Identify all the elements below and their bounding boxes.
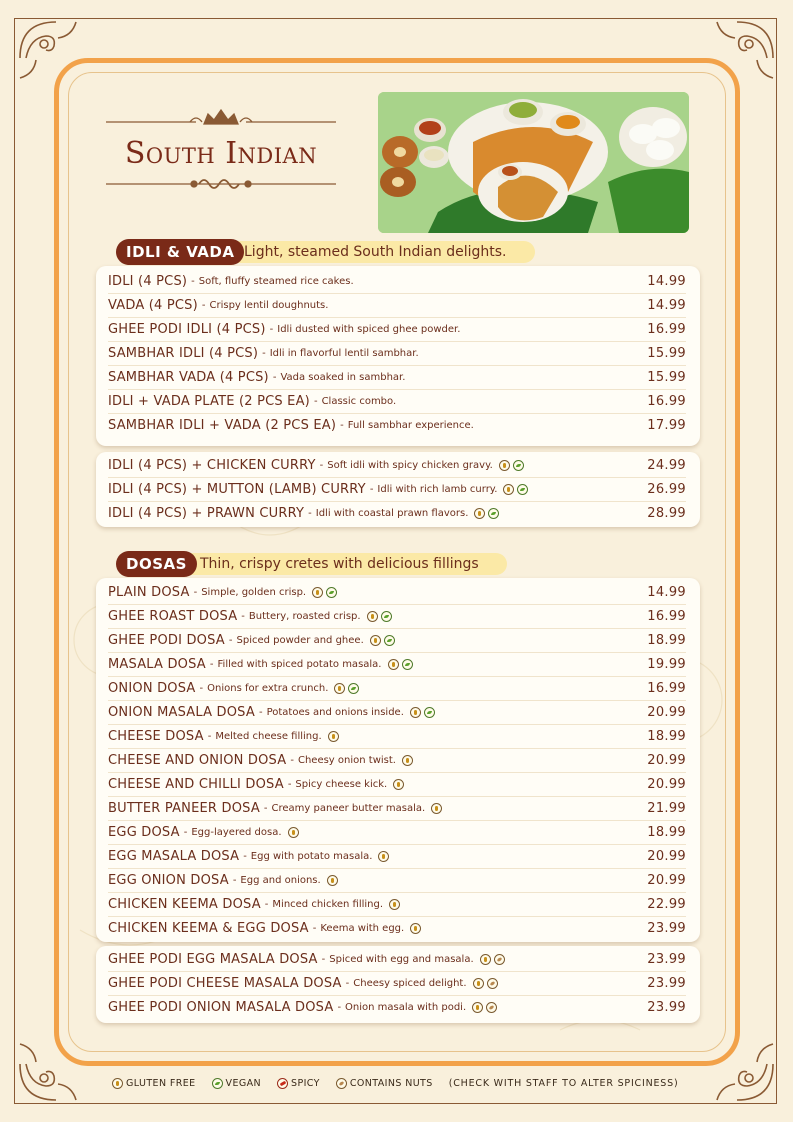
vegan-icon [381, 611, 392, 622]
corner-ornament-icon [16, 18, 86, 88]
item-price: 18.99 [647, 825, 686, 840]
item-description: Egg and onions. [240, 875, 321, 886]
dietary-icons [503, 484, 528, 495]
gluten-free-icon [473, 978, 484, 989]
vegan-icon [424, 707, 435, 718]
item-description: Cheesy onion twist. [297, 755, 396, 766]
item-description: Idli dusted with spiced ghee powder. [277, 324, 461, 335]
gluten-free-icon [388, 659, 399, 670]
item-price: 14.99 [647, 274, 686, 289]
item-description: Minced chicken filling. [272, 899, 384, 910]
item-name: GHEE ROAST DOSA [108, 609, 238, 624]
vegan-icon [488, 508, 499, 519]
item-name: IDLI (4 PCS) [108, 274, 188, 289]
item-separator: - [209, 659, 214, 670]
item-description: Cheesy spiced delight. [353, 978, 467, 989]
vegan-icon [517, 484, 528, 495]
menu-item-row [108, 478, 686, 502]
item-name: CHEESE AND ONION DOSA [108, 753, 287, 768]
dietary-icons [370, 635, 395, 646]
menu-item-row [108, 869, 686, 893]
menu-item-row [108, 502, 686, 525]
menu-item-row [108, 948, 686, 972]
item-description: Buttery, roasted crisp. [248, 611, 361, 622]
gluten-free-icon [288, 827, 299, 838]
dietary-icons [472, 1002, 497, 1013]
gluten-free-icon [312, 587, 323, 598]
item-description: Full sambhar experience. [347, 420, 474, 431]
dietary-icons [388, 659, 413, 670]
contains-nuts-icon [487, 978, 498, 989]
menu-item-row [108, 749, 686, 773]
item-price: 20.99 [647, 777, 686, 792]
item-separator: - [345, 978, 350, 989]
gluten-free-icon [328, 731, 339, 742]
item-name: CHEESE AND CHILLI DOSA [108, 777, 284, 792]
item-description: Potatoes and onions inside. [266, 707, 404, 718]
gluten-free-icon [327, 875, 338, 886]
item-name: SAMBHAR IDLI (4 PCS) [108, 346, 259, 361]
item-price: 21.99 [647, 801, 686, 816]
item-price: 20.99 [647, 753, 686, 768]
item-separator: - [228, 635, 233, 646]
gluten-free-icon [431, 803, 442, 814]
item-name: EGG ONION DOSA [108, 873, 229, 888]
item-price: 14.99 [647, 298, 686, 313]
item-description: Simple, golden crisp. [201, 587, 307, 598]
menu-card [96, 452, 700, 527]
item-separator: - [313, 396, 318, 407]
item-description: Soft, fluffy steamed rice cakes. [198, 276, 354, 287]
gluten-free-icon [402, 755, 413, 766]
item-price: 22.99 [647, 897, 686, 912]
dietary-icons [499, 460, 524, 471]
item-name: IDLI (4 PCS) + PRAWN CURRY [108, 506, 305, 521]
gluten-free-icon [480, 954, 491, 965]
item-separator: - [241, 611, 245, 622]
item-price: 20.99 [647, 705, 686, 720]
gluten-free-icon [334, 683, 345, 694]
dietary-icons [327, 875, 338, 886]
item-description: Soft idli with spicy chicken gravy. [327, 460, 493, 471]
menu-item-row [108, 581, 686, 605]
item-name: EGG DOSA [108, 825, 180, 840]
item-price: 23.99 [647, 976, 686, 991]
item-description: Melted cheese filling. [215, 731, 322, 742]
item-price: 23.99 [647, 921, 686, 936]
item-separator: - [183, 827, 188, 838]
item-name: CHEESE DOSA [108, 729, 204, 744]
item-name: IDLI + VADA PLATE (2 PCS EA) [108, 394, 310, 409]
crown-flourish-icon [104, 104, 338, 134]
item-description: Classic combo. [321, 396, 397, 407]
item-separator: - [199, 683, 204, 694]
gluten-free-icon [367, 611, 378, 622]
section-tagline: Light, steamed South Indian delights. [234, 241, 535, 263]
item-name: GHEE PODI ONION MASALA DOSA [108, 1000, 334, 1015]
item-price: 15.99 [647, 370, 686, 385]
item-name: EGG MASALA DOSA [108, 849, 240, 864]
item-price: 15.99 [647, 346, 686, 361]
item-price: 28.99 [647, 506, 686, 521]
item-price: 16.99 [647, 322, 686, 337]
item-separator: - [340, 420, 344, 431]
menu-item-row [108, 996, 686, 1019]
item-name: GHEE PODI CHEESE MASALA DOSA [108, 976, 342, 991]
item-name: SAMBHAR VADA (4 PCS) [108, 370, 269, 385]
legend-contains-nuts: CONTAINS NUTS [349, 1077, 433, 1089]
menu-item-row [108, 629, 686, 653]
dietary-icons [334, 683, 359, 694]
dietary-legend [112, 1074, 678, 1092]
gluten-free-icon [410, 923, 421, 934]
menu-item-row [108, 773, 686, 797]
item-separator: - [258, 707, 263, 718]
dietary-icons [474, 508, 499, 519]
section-header-dosas [116, 551, 516, 577]
menu-item-row [108, 701, 686, 725]
dietary-icons [378, 851, 389, 862]
corner-ornament-icon [707, 1034, 777, 1104]
item-price: 20.99 [647, 873, 686, 888]
dietary-icons [410, 707, 435, 718]
dietary-icons [328, 731, 339, 742]
gluten-free-icon [370, 635, 381, 646]
vegan-icon [326, 587, 337, 598]
gluten-free-icon [378, 851, 389, 862]
legend-gluten-free: GLUTEN FREE [126, 1077, 196, 1089]
item-price: 26.99 [647, 482, 686, 497]
item-price: 16.99 [647, 394, 686, 409]
item-description: Onion masala with podi. [345, 1002, 467, 1013]
item-description: Filled with spiced potato masala. [217, 659, 382, 670]
item-name: ONION DOSA [108, 681, 196, 696]
item-price: 16.99 [647, 681, 686, 696]
item-description: Spicy cheese kick. [295, 779, 388, 790]
item-separator: - [269, 324, 274, 335]
vegan-icon [212, 1078, 223, 1089]
dietary-icons [402, 755, 413, 766]
menu-item-row [108, 821, 686, 845]
menu-item-row [108, 270, 686, 294]
item-separator: - [321, 954, 326, 965]
item-description: Crispy lentil doughnuts. [209, 300, 329, 311]
menu-item-row [108, 605, 686, 629]
menu-item-row [108, 414, 686, 437]
page-title: South Indian [124, 136, 318, 171]
item-separator: - [191, 276, 195, 287]
item-price: 17.99 [647, 418, 686, 433]
menu-item-row [108, 845, 686, 869]
contains-nuts-icon [336, 1078, 347, 1089]
spicy-icon [277, 1078, 288, 1089]
item-description: Egg-layered dosa. [191, 827, 282, 838]
dietary-icons [312, 587, 337, 598]
item-separator: - [264, 899, 269, 910]
item-name: GHEE PODI IDLI (4 PCS) [108, 322, 266, 337]
item-separator: - [201, 300, 206, 311]
item-price: 24.99 [647, 458, 686, 473]
item-price: 16.99 [647, 609, 686, 624]
menu-item-row [108, 454, 686, 478]
item-separator: - [193, 587, 198, 598]
title-block [104, 104, 338, 196]
item-description: Onions for extra crunch. [207, 683, 329, 694]
item-description: Spiced powder and ghee. [236, 635, 364, 646]
item-separator: - [207, 731, 212, 742]
item-price: 19.99 [647, 657, 686, 672]
dietary-icons [431, 803, 442, 814]
menu-item-row [108, 972, 686, 996]
item-description: Keema with egg. [320, 923, 405, 934]
dietary-icons [389, 899, 400, 910]
item-price: 18.99 [647, 633, 686, 648]
item-description: Vada soaked in sambhar. [280, 372, 406, 383]
menu-card [96, 578, 700, 942]
menu-item-row [108, 390, 686, 414]
item-separator: - [243, 851, 247, 862]
menu-item-row [108, 725, 686, 749]
gluten-free-icon [393, 779, 404, 790]
item-name: GHEE PODI DOSA [108, 633, 225, 648]
item-separator: - [319, 460, 324, 471]
vegan-icon [348, 683, 359, 694]
section-label: IDLI & VADA [116, 239, 244, 265]
gluten-free-icon [112, 1078, 123, 1089]
gluten-free-icon [499, 460, 510, 471]
item-name: ONION MASALA DOSA [108, 705, 255, 720]
item-description: Idli with coastal prawn flavors. [315, 508, 469, 519]
legend-note: (CHECK WITH STAFF TO ALTER SPICINESS) [448, 1077, 679, 1089]
gluten-free-icon [474, 508, 485, 519]
menu-item-row [108, 797, 686, 821]
item-description: Spiced with egg and masala. [329, 954, 474, 965]
item-separator: - [312, 923, 317, 934]
item-name: PLAIN DOSA [108, 585, 190, 600]
gluten-free-icon [410, 707, 421, 718]
item-price: 14.99 [647, 585, 686, 600]
item-price: 23.99 [647, 1000, 686, 1015]
gluten-free-icon [503, 484, 514, 495]
dietary-icons [288, 827, 299, 838]
menu-item-row [108, 917, 686, 940]
menu-item-row [108, 653, 686, 677]
dietary-icons [473, 978, 498, 989]
scroll-flourish-icon [104, 174, 338, 196]
menu-card [96, 946, 700, 1023]
item-separator: - [272, 372, 277, 383]
item-name: CHICKEN KEEMA & EGG DOSA [108, 921, 309, 936]
dietary-icons [410, 923, 421, 934]
section-tagline: Thin, crispy cretes with delicious fillings [190, 553, 507, 575]
dietary-icons [480, 954, 505, 965]
item-name: SAMBHAR IDLI + VADA (2 PCS EA) [108, 418, 337, 433]
item-separator: - [337, 1002, 342, 1013]
menu-item-row [108, 294, 686, 318]
vegan-icon [513, 460, 524, 471]
item-description: Egg with potato masala. [250, 851, 373, 862]
item-name: CHICKEN KEEMA DOSA [108, 897, 261, 912]
legend-vegan: VEGAN [225, 1077, 262, 1089]
item-name: MASALA DOSA [108, 657, 206, 672]
menu-item-row [108, 318, 686, 342]
dietary-icons [367, 611, 392, 622]
contains-nuts-icon [486, 1002, 497, 1013]
item-price: 20.99 [647, 849, 686, 864]
item-name: BUTTER PANEER DOSA [108, 801, 260, 816]
item-price: 23.99 [647, 952, 686, 967]
legend-spicy: SPICY [291, 1077, 320, 1089]
section-header-idli-vada [116, 239, 546, 265]
menu-item-row [108, 677, 686, 701]
item-separator: - [290, 755, 294, 766]
dietary-icons [393, 779, 404, 790]
menu-item-row [108, 893, 686, 917]
gluten-free-icon [472, 1002, 483, 1013]
item-separator: - [369, 484, 374, 495]
menu-item-row [108, 366, 686, 390]
item-name: IDLI (4 PCS) + CHICKEN CURRY [108, 458, 316, 473]
item-name: IDLI (4 PCS) + MUTTON (LAMB) CURRY [108, 482, 366, 497]
menu-item-row [108, 342, 686, 366]
item-separator: - [308, 508, 312, 519]
vegan-icon [402, 659, 413, 670]
item-price: 18.99 [647, 729, 686, 744]
item-description: Idli with rich lamb curry. [377, 484, 498, 495]
item-separator: - [287, 779, 292, 790]
contains-nuts-icon [494, 954, 505, 965]
item-description: Creamy paneer butter masala. [271, 803, 426, 814]
gluten-free-icon [389, 899, 400, 910]
section-label: DOSAS [116, 551, 197, 577]
item-name: GHEE PODI EGG MASALA DOSA [108, 952, 318, 967]
item-name: VADA (4 PCS) [108, 298, 198, 313]
corner-ornament-icon [16, 1034, 86, 1104]
corner-ornament-icon [707, 18, 777, 88]
item-separator: - [262, 348, 266, 359]
hero-food-image [378, 92, 689, 233]
menu-card [96, 266, 700, 446]
item-description: Idli in flavorful lentil sambhar. [269, 348, 419, 359]
vegan-icon [384, 635, 395, 646]
item-separator: - [232, 875, 237, 886]
item-separator: - [263, 803, 268, 814]
